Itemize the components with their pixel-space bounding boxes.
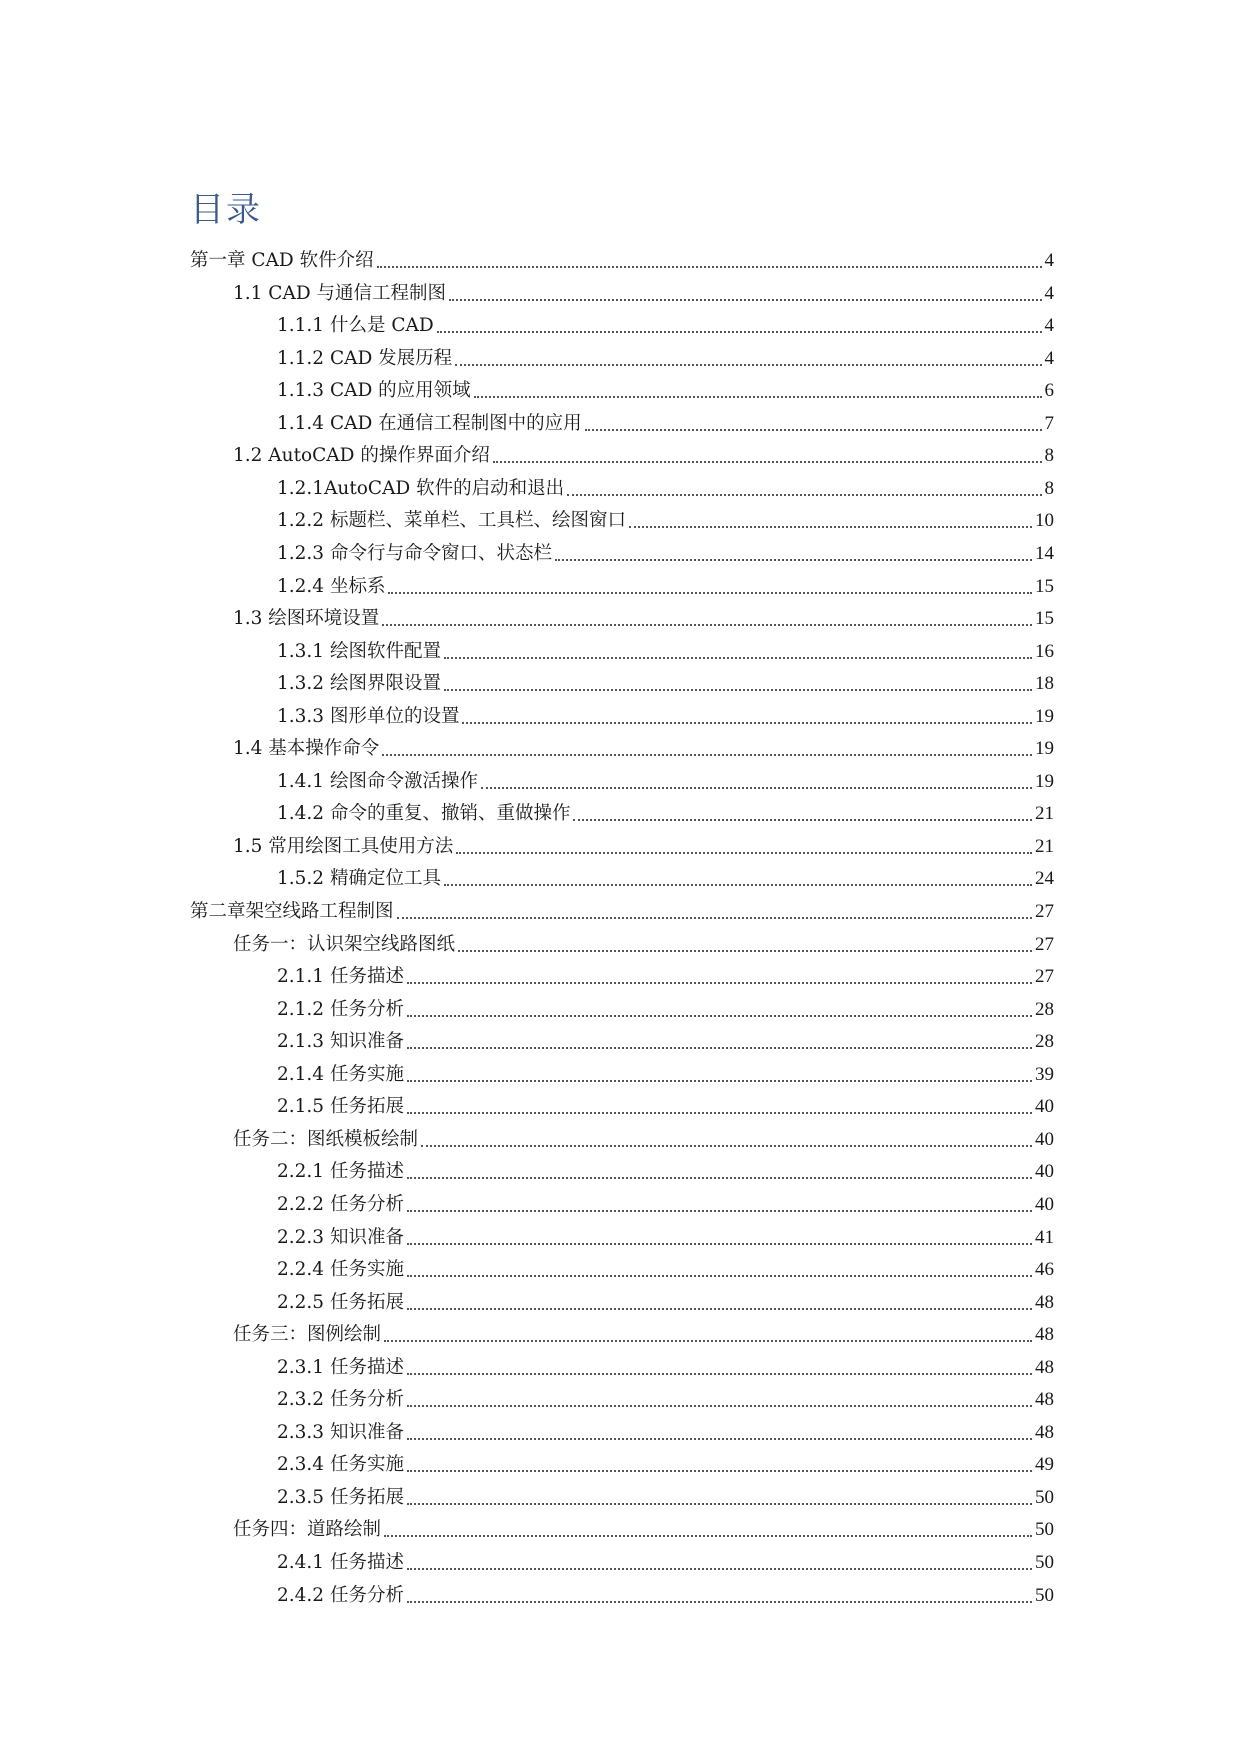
toc-entry-page-number: 50 <box>1035 1552 1054 1573</box>
toc-entry[interactable] <box>277 1021 1054 1053</box>
toc-entry-page-number: 27 <box>1035 901 1054 922</box>
toc-entry[interactable] <box>277 1282 1054 1314</box>
toc-entry[interactable] <box>277 1412 1054 1444</box>
toc-entry-page-number: 15 <box>1035 575 1054 597</box>
dot-leader <box>407 1373 1032 1375</box>
dot-leader <box>384 1535 1032 1537</box>
toc-entry-page-number: 27 <box>1035 966 1054 988</box>
toc-entry-page-number: 28 <box>1035 998 1054 1020</box>
toc-entry-label: 1.3.3 图形单位的设置 <box>277 705 460 727</box>
toc-entry-label: 1.2 AutoCAD 的操作界面介绍 <box>233 445 490 467</box>
toc-entry[interactable] <box>277 1347 1054 1379</box>
toc-entry[interactable] <box>277 500 1054 532</box>
toc-entry-label: 1.1.1 什么是 CAD <box>277 315 434 337</box>
toc-entry-label: 1.3.2 绘图界限设置 <box>277 673 441 695</box>
toc-entry[interactable] <box>233 598 1054 630</box>
dot-leader <box>444 884 1032 886</box>
toc-entry-label: 第二章架空线路工程制图 <box>190 901 394 922</box>
dot-leader <box>474 396 1042 398</box>
dot-leader <box>388 592 1032 594</box>
toc-entry-page-number: 40 <box>1035 1193 1054 1215</box>
toc-entry-label: 2.1.3 知识准备 <box>277 1031 404 1053</box>
toc-entry[interactable] <box>277 566 1054 598</box>
dot-leader <box>377 266 1042 268</box>
toc-entry-label: 1.2.4 坐标系 <box>277 575 386 597</box>
toc-entry-label: 第一章 CAD 软件介绍 <box>190 250 374 271</box>
toc-entry[interactable] <box>277 1054 1054 1086</box>
toc-entry-label: 2.4.2 任务分析 <box>277 1584 404 1606</box>
toc-entry-page-number: 48 <box>1035 1324 1054 1346</box>
toc-entry-label: 2.2.2 任务分析 <box>277 1193 404 1215</box>
dot-leader <box>407 1503 1032 1505</box>
toc-entry-label: 1.1.3 CAD 的应用领域 <box>277 380 471 402</box>
toc-entry-page-number: 40 <box>1035 1161 1054 1183</box>
toc-entry[interactable] <box>277 989 1054 1021</box>
toc-entry-label: 1.3.1 绘图软件配置 <box>277 640 441 662</box>
toc-entry-page-number: 8 <box>1044 477 1054 499</box>
toc-title: 目录 <box>190 190 262 230</box>
dot-leader <box>407 1080 1032 1082</box>
toc-entry[interactable] <box>277 468 1054 500</box>
dot-leader <box>462 722 1032 724</box>
toc-entry-label: 1.2.1AutoCAD 软件的启动和退出 <box>277 477 565 499</box>
toc-entry-label: 2.1.1 任务描述 <box>277 966 404 988</box>
dot-leader <box>407 1210 1032 1212</box>
toc-entry-label: 1.4.2 命令的重复、撤销、重做操作 <box>277 803 571 825</box>
toc-entry-page-number: 40 <box>1035 1096 1054 1118</box>
toc-entry[interactable] <box>190 240 1054 272</box>
toc-entry[interactable] <box>233 924 1054 956</box>
dot-leader <box>449 299 1041 301</box>
toc-entry-page-number: 19 <box>1035 738 1054 760</box>
toc-entry-label: 2.3.2 任务分析 <box>277 1389 404 1411</box>
toc-entry[interactable] <box>277 1151 1054 1183</box>
toc-entry-label: 2.2.5 任务拓展 <box>277 1291 404 1313</box>
dot-leader <box>444 657 1032 659</box>
toc-entry-page-number: 10 <box>1035 510 1054 532</box>
toc-entry-page-number: 46 <box>1035 1259 1054 1281</box>
toc-entry-page-number: 19 <box>1035 705 1054 727</box>
toc-entry[interactable] <box>233 1314 1054 1346</box>
dot-leader <box>421 1145 1032 1147</box>
toc-entry-label: 2.1.4 任务实施 <box>277 1063 404 1085</box>
dot-leader <box>629 526 1032 528</box>
toc-entry[interactable] <box>277 663 1054 695</box>
toc-entry-page-number: 39 <box>1035 1063 1054 1085</box>
toc-entry-page-number: 19 <box>1035 770 1054 792</box>
toc-entry-page-number: 8 <box>1044 445 1054 467</box>
dot-leader <box>382 754 1032 756</box>
toc-entry[interactable] <box>233 1509 1054 1541</box>
dot-leader <box>493 461 1042 463</box>
dot-leader <box>437 331 1042 333</box>
toc-entry-label: 任务一：认识架空线路图纸 <box>233 933 456 955</box>
toc-entry-label: 1.1.2 CAD 发展历程 <box>277 347 453 369</box>
dot-leader <box>407 1047 1032 1049</box>
toc-entry-page-number: 48 <box>1035 1421 1054 1443</box>
toc-entry-page-number: 27 <box>1035 933 1054 955</box>
toc-entry-page-number: 50 <box>1035 1519 1054 1541</box>
dot-leader <box>384 1340 1032 1342</box>
toc-entry[interactable] <box>277 1379 1054 1411</box>
toc-entry[interactable] <box>277 858 1054 890</box>
toc-entry-page-number: 16 <box>1035 640 1054 662</box>
toc-entry[interactable] <box>277 793 1054 825</box>
toc-entry-label: 1.1.4 CAD 在通信工程制图中的应用 <box>277 412 582 434</box>
toc-entry[interactable] <box>233 1119 1054 1151</box>
toc-entry-label: 2.4.1 任务描述 <box>277 1552 404 1573</box>
toc-entry-label: 1.2.2 标题栏、菜单栏、工具栏、绘图窗口 <box>277 510 626 532</box>
toc-entry[interactable] <box>277 696 1054 728</box>
toc-entry-page-number: 14 <box>1035 542 1054 564</box>
toc-entry-page-number: 48 <box>1035 1291 1054 1313</box>
toc-entry[interactable] <box>277 1184 1054 1216</box>
toc-entry-label: 2.3.5 任务拓展 <box>277 1486 404 1508</box>
toc-entry[interactable] <box>277 761 1054 793</box>
dot-leader <box>407 1308 1032 1310</box>
toc-entry-page-number: 18 <box>1035 673 1054 695</box>
toc-entry-label: 2.3.1 任务描述 <box>277 1356 404 1378</box>
toc-entry-page-number: 24 <box>1035 868 1054 890</box>
toc-entry[interactable] <box>233 273 1054 305</box>
toc-entry-label: 2.1.5 任务拓展 <box>277 1096 404 1118</box>
toc-entry-page-number: 49 <box>1035 1454 1054 1476</box>
dot-leader <box>407 1015 1032 1017</box>
toc-entry[interactable] <box>233 826 1054 858</box>
toc-entry-label: 1.4.1 绘图命令激活操作 <box>277 770 478 792</box>
toc-entry[interactable] <box>233 728 1054 760</box>
dot-leader <box>382 624 1032 626</box>
toc-entry[interactable] <box>277 370 1054 402</box>
toc-entry-page-number: 40 <box>1035 1128 1054 1150</box>
toc-entry-page-number: 50 <box>1035 1584 1054 1606</box>
dot-leader <box>481 787 1032 789</box>
dot-leader <box>444 689 1032 691</box>
toc-entry-page-number: 21 <box>1035 835 1054 857</box>
toc-entry-label: 1.5.2 精确定位工具 <box>277 868 441 890</box>
dot-leader <box>567 494 1041 496</box>
dot-leader <box>585 429 1042 431</box>
toc-entry-page-number: 4 <box>1044 315 1054 337</box>
dot-leader <box>407 1177 1032 1179</box>
dot-leader <box>407 1405 1032 1407</box>
toc-entry-page-number: 4 <box>1044 282 1054 304</box>
dot-leader <box>407 1568 1032 1570</box>
toc-entry[interactable] <box>277 338 1054 370</box>
toc-entry[interactable] <box>277 1444 1054 1476</box>
toc-entry[interactable] <box>277 403 1054 435</box>
dot-leader <box>573 819 1032 821</box>
toc-entry[interactable] <box>277 1575 1054 1607</box>
toc-entry-page-number: 4 <box>1044 347 1054 369</box>
toc-entry-label: 2.3.3 知识准备 <box>277 1421 404 1443</box>
toc-entry-label: 1.1 CAD 与通信工程制图 <box>233 282 447 304</box>
toc-entry-label: 任务二：图纸模板绘制 <box>233 1128 419 1150</box>
toc-entry[interactable] <box>277 1217 1054 1249</box>
toc-entry-label: 2.1.2 任务分析 <box>277 998 404 1020</box>
toc-entry[interactable] <box>277 1477 1054 1509</box>
toc-entry-page-number: 4 <box>1044 250 1054 271</box>
toc-entry-page-number: 6 <box>1044 380 1054 402</box>
toc-entry-page-number: 28 <box>1035 1031 1054 1053</box>
toc-entry-label: 2.2.3 知识准备 <box>277 1226 404 1248</box>
dot-leader <box>407 1112 1032 1114</box>
toc-entry-page-number: 15 <box>1035 608 1054 630</box>
dot-leader <box>407 1438 1032 1440</box>
toc-entry-label: 1.3 绘图环境设置 <box>233 608 380 630</box>
toc-entry[interactable] <box>233 435 1054 467</box>
dot-leader <box>407 1470 1032 1472</box>
toc-entry-page-number: 50 <box>1035 1486 1054 1508</box>
dot-leader <box>455 364 1041 366</box>
toc-entry[interactable] <box>277 1086 1054 1118</box>
dot-leader <box>458 950 1032 952</box>
dot-leader <box>407 1275 1032 1277</box>
toc-entry-label: 2.2.4 任务实施 <box>277 1259 404 1281</box>
toc-entry[interactable] <box>190 891 1054 923</box>
toc-entry[interactable] <box>277 1249 1054 1281</box>
toc-entry-label: 2.2.1 任务描述 <box>277 1161 404 1183</box>
toc-entry-page-number: 41 <box>1035 1226 1054 1248</box>
dot-leader <box>397 917 1032 919</box>
dot-leader <box>407 1243 1032 1245</box>
toc-entry-label: 2.3.4 任务实施 <box>277 1454 404 1476</box>
dot-leader <box>407 982 1032 984</box>
dot-leader <box>456 852 1032 854</box>
toc-entry-page-number: 7 <box>1044 412 1054 434</box>
toc-entry-label: 任务四：道路绘制 <box>233 1519 382 1541</box>
toc-entry-page-number: 21 <box>1035 803 1054 825</box>
toc-entry[interactable] <box>277 1542 1054 1574</box>
toc-entry[interactable] <box>277 956 1054 988</box>
toc-entry-label: 1.4 基本操作命令 <box>233 738 380 760</box>
toc-entry-label: 1.2.3 命令行与命令窗口、状态栏 <box>277 542 552 564</box>
toc-entry-label: 任务三：图例绘制 <box>233 1324 382 1346</box>
toc-entry-label: 1.5 常用绘图工具使用方法 <box>233 835 454 857</box>
toc-entry[interactable] <box>277 533 1054 565</box>
dot-leader <box>407 1601 1032 1603</box>
toc-entry[interactable] <box>277 631 1054 663</box>
toc-entry-page-number: 48 <box>1035 1356 1054 1378</box>
toc-entry-page-number: 48 <box>1035 1389 1054 1411</box>
dot-leader <box>555 559 1032 561</box>
toc-entry[interactable] <box>277 305 1054 337</box>
